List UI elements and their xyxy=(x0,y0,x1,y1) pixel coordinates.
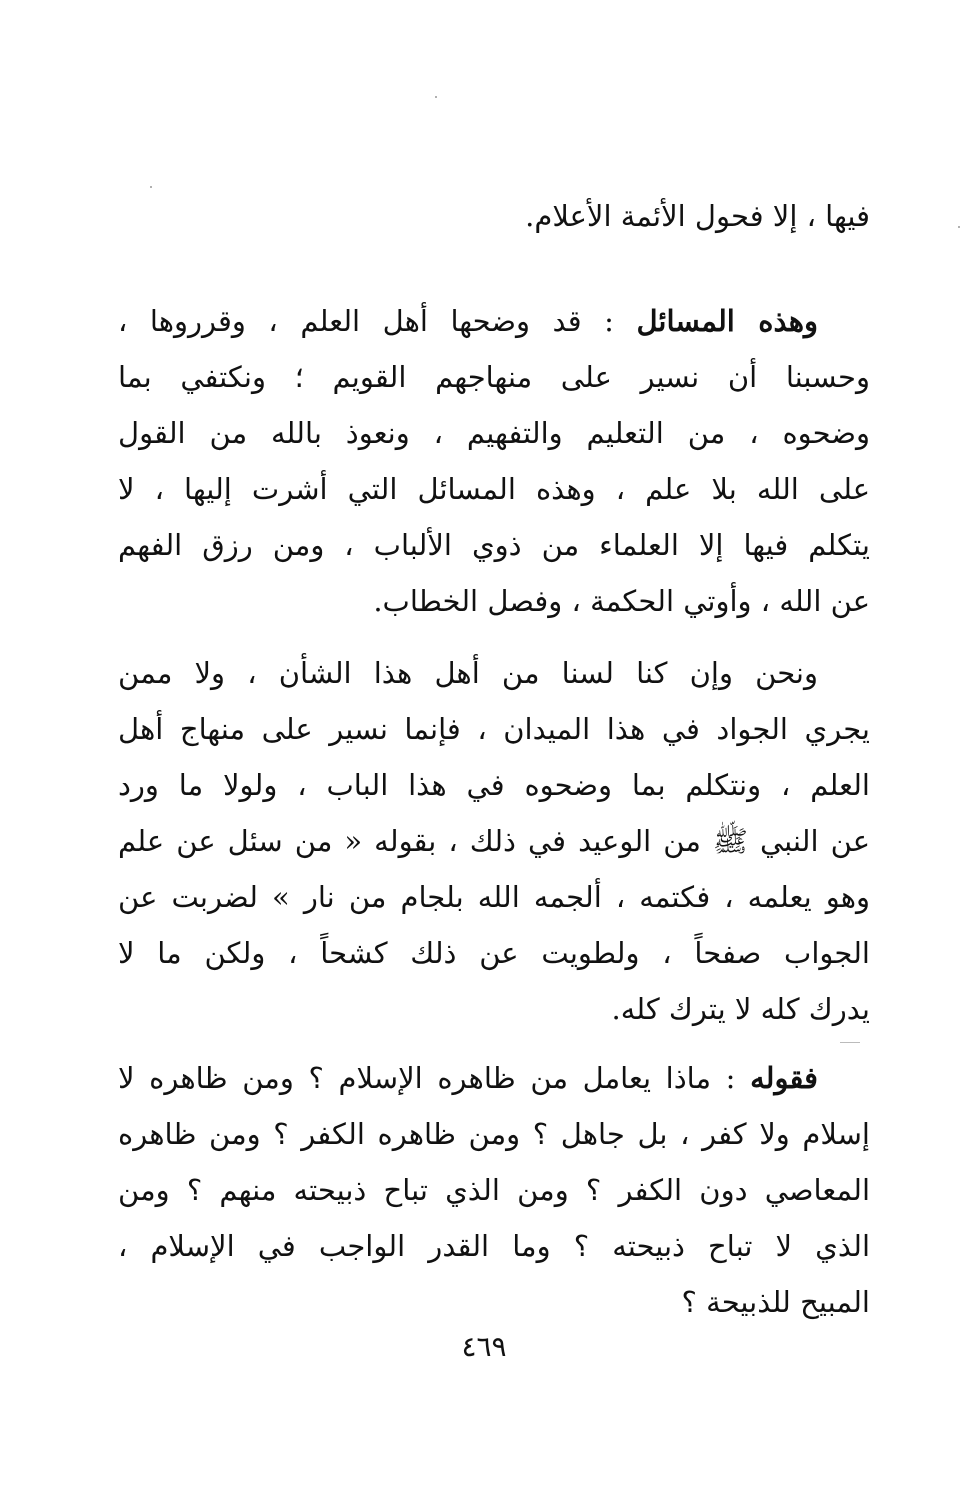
text-line: عن الله ، وأوتي الحكمة ، وفصل الخطاب. xyxy=(373,584,870,618)
text-line: يجري الجواد في هذا الميدان ، فإنما نسير على منهاج أهل xyxy=(118,712,870,746)
paragraph-3 xyxy=(118,645,870,1037)
text-line: ونحن وإن كنا لسنا من أهل هذا الشأن ، ولا ممن xyxy=(118,656,818,690)
scan-speck xyxy=(150,186,152,188)
text-line xyxy=(118,1050,870,1106)
paragraph-2 xyxy=(118,293,870,629)
text-line: المعاصي دون الكفر ؟ ومن الذي تباح ذبيحته منهم ؟ ومن xyxy=(118,1173,870,1207)
text-line: المبيح للذبيحة ؟ xyxy=(681,1285,870,1319)
scan-speck xyxy=(958,226,960,228)
text-line-rest: : قد وضحها أهل العلم ، وقرروها ، xyxy=(118,304,614,338)
text-line: عن النبي ﷺ من الوعيد في ذلك ، بقوله « من سئل عن علم xyxy=(118,824,870,858)
text-line: الذي لا تباح ذبيحته ؟ وما القدر الواجب في الإسلام ، xyxy=(118,1229,870,1263)
text-line: إسلام ولا كفر ، بل جاهل ؟ ومن ظاهره الكفر ؟ ومن ظاهره xyxy=(118,1117,870,1151)
page-number: ٤٦٩ xyxy=(461,1330,507,1363)
text-line: الجواب صفحاً ، ولطويت عن ذلك كشحاً ، ولكن ما لا xyxy=(118,936,870,970)
scan-speck xyxy=(840,1042,860,1043)
text-line xyxy=(118,293,870,349)
text-line: وضحوه ، من التعليم والتفهيم ، ونعوذ بالله من القول xyxy=(118,416,870,450)
paragraph-1 xyxy=(118,188,870,244)
text-line: على الله بلا علم ، وهذه المسائل التي أشرت إليها ، لا xyxy=(118,472,870,506)
text-line: يتكلم فيها إلا العلماء من ذوي الألباب ، ومن رزق الفهم xyxy=(118,528,870,562)
scan-speck xyxy=(435,96,437,98)
text-line: وحسبنا أن نسير على منهاجهم القويم ؛ ونكتفي بما xyxy=(118,360,870,394)
text-line: فيها ، إلا فحول الأئمة الأعلام. xyxy=(525,199,870,233)
paragraph-4 xyxy=(118,1050,870,1330)
bold-lead-word: وهذه المسائل xyxy=(636,304,818,338)
text-line-rest: : ماذا يعامل من ظاهره الإسلام ؟ ومن ظاهره لا xyxy=(118,1061,736,1095)
text-line: يدرك كله لا يترك كله. xyxy=(611,992,870,1026)
text-line: وهو يعلمه ، فكتمه ، ألجمه الله بلجام من نار » لضربت عن xyxy=(118,880,870,914)
bold-lead-word: فقوله xyxy=(750,1061,819,1095)
text-line: العلم ، ونتكلم بما وضحوه في هذا الباب ، ولولا ما ورد xyxy=(118,768,870,802)
